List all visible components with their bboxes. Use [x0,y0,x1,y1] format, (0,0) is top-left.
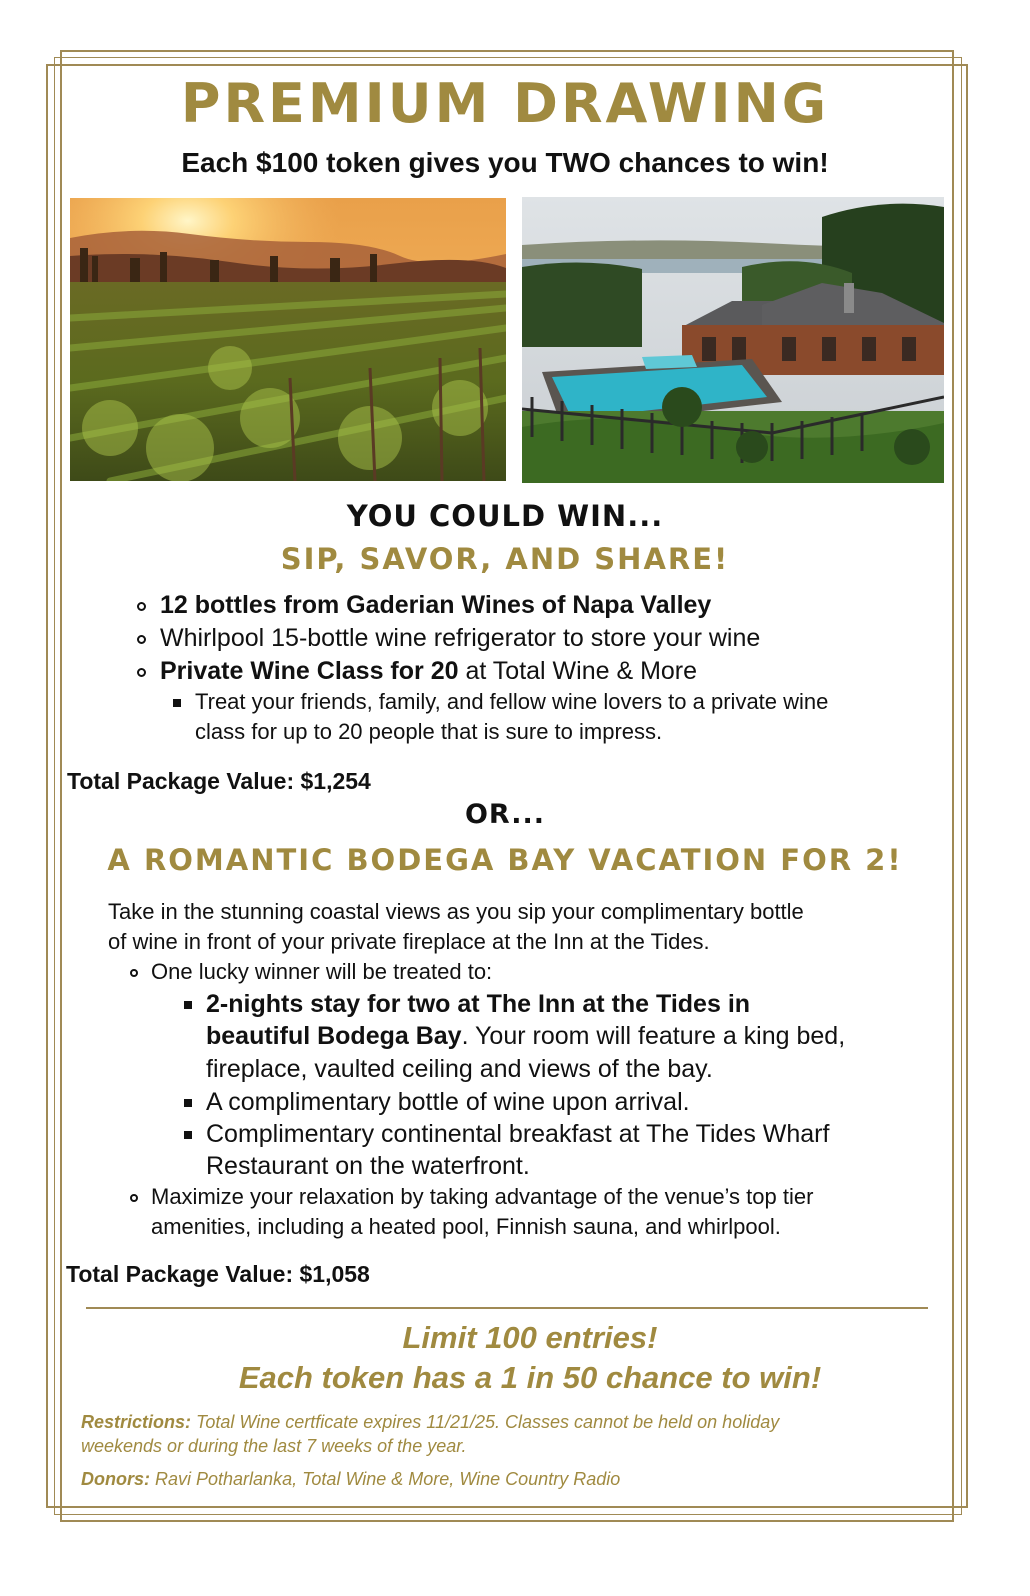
bullet-square [184,1131,192,1139]
prize1-subitem-line1: Treat your friends, family, and fellow wine lovers to a private wine [195,689,829,714]
restrictions-line1: Restrictions: Total Wine certficate expires 11/21/25. Classes cannot be held on holiday [81,1412,780,1432]
prize2-relax-line1: Maximize your relaxation by taking advantage of the venue’s top tier [151,1184,814,1209]
prize1-item-wine-bottles: 12 bottles from Gaderian Wines of Napa Valley [160,591,712,619]
vineyard-sunset-photo [70,198,506,481]
or-separator: OR... [464,799,545,830]
bullet-square [184,1099,192,1107]
odds-text: Each token has a 1 in 50 chance to win! [238,1360,822,1395]
prize2-stay-line1: 2-nights stay for two at The Inn at the Tides in [206,990,751,1018]
prize1-name: SIP, SAVOR, AND SHARE! [280,542,730,576]
bullet-circle [137,668,146,677]
restrictions-line2: weekends or during the last 7 weeks of the year. [81,1436,467,1456]
prize2-intro-line1: Take in the stunning coastal views as you sip your complimentary bottle [108,899,804,924]
donors-line: Donors: Ravi Potharlanka, Total Wine & More, Wine Country Radio [81,1469,621,1489]
bullet-circle [130,1194,138,1202]
prize1-total-value: Total Package Value: $1,254 [67,768,371,794]
divider-rule [86,1307,928,1309]
prize2-name: A ROMANTIC BODEGA BAY VACATION FOR 2! [107,843,903,877]
limit-entries-text: Limit 100 entries! [402,1320,658,1355]
bullet-circle [137,602,146,611]
prize2-relax-line2: amenities, including a heated pool, Finnish sauna, and whirlpool. [151,1214,781,1239]
you-could-win-heading: YOU COULD WIN... [346,499,664,533]
prize2-lucky-winner: One lucky winner will be treated to: [151,959,493,984]
page-title: PREMIUM DRAWING [180,72,830,135]
bullet-circle [130,969,138,977]
prize2-total-value: Total Package Value: $1,058 [66,1261,370,1287]
prize2-intro-line2: of wine in front of your private fireplace at the Inn at the Tides. [108,929,710,954]
prize1-item-wine-class: Private Wine Class for 20 at Total Wine & More [160,657,698,685]
prize2-stay-line2: beautiful Bodega Bay. Your room will feature a king bed, [206,1022,846,1050]
prize2-bottle: A complimentary bottle of wine upon arrival. [206,1088,690,1116]
bullet-square [184,1001,192,1009]
prize1-item-refrigerator: Whirlpool 15-bottle wine refrigerator to store your wine [160,624,761,652]
prize2-stay-line3: fireplace, vaulted ceiling and views of the bay. [206,1055,713,1083]
bullet-circle [137,635,146,644]
page-subtitle: Each $100 token gives you TWO chances to win! [181,147,829,178]
prize2-breakfast-line1: Complimentary continental breakfast at The Tides Wharf [206,1120,830,1148]
prize1-subitem-line2: class for up to 20 people that is sure to impress. [195,719,663,744]
bullet-square [173,699,181,707]
inn-at-the-tides-pool-photo [522,197,944,483]
prize2-breakfast-line2: Restaurant on the waterfront. [206,1152,530,1180]
